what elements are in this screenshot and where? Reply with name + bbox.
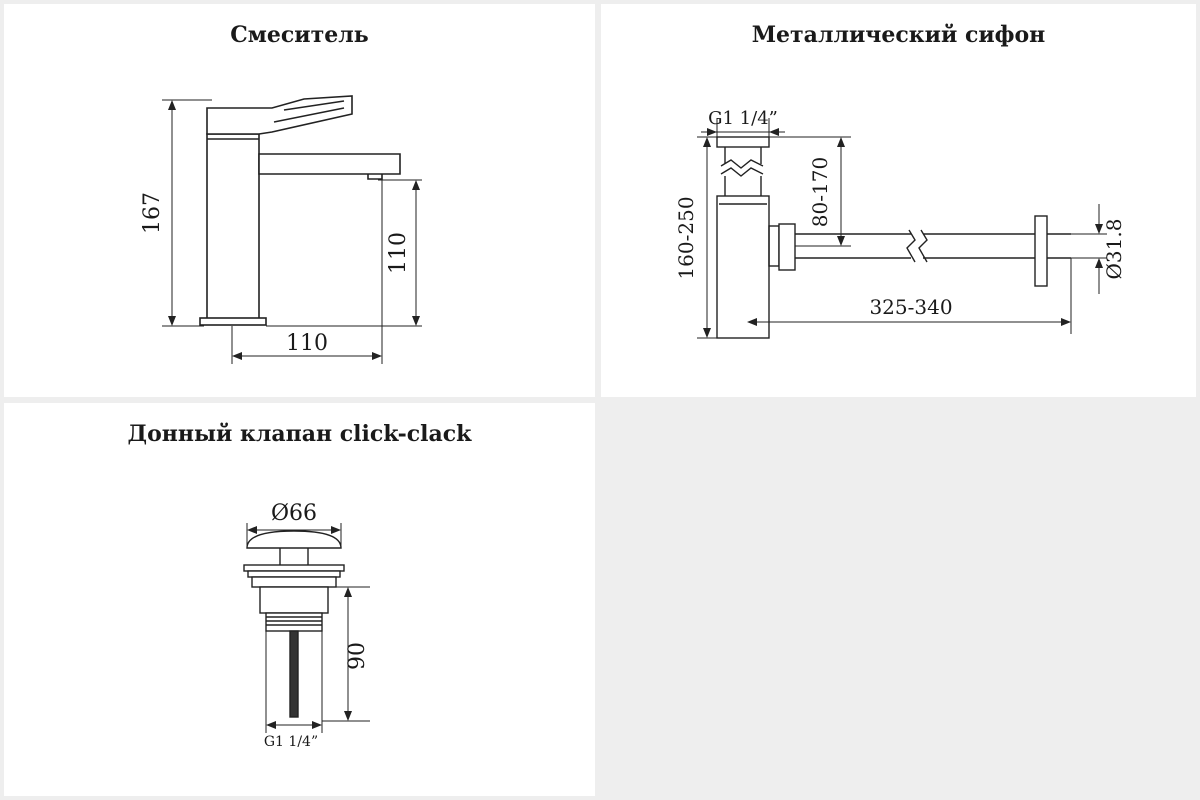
siphon-title: Металлический сифон xyxy=(751,22,1046,48)
siphon-thread-label: G1 1/4” xyxy=(708,108,778,129)
siphon-outlet-diameter-label: Ø31.8 xyxy=(1102,218,1126,280)
valve-height-label: 90 xyxy=(345,642,370,670)
valve-title: Донный клапан click-clack xyxy=(127,421,472,447)
siphon-inlet-depth-label: 80-170 xyxy=(808,156,832,228)
siphon-panel xyxy=(601,4,1196,397)
mixer-spout-height-label: 110 xyxy=(386,232,411,274)
mixer-body xyxy=(207,134,259,320)
siphon-flange xyxy=(1035,216,1047,286)
mixer-base xyxy=(200,318,266,325)
mixer-spout xyxy=(259,154,400,174)
mixer-drawing xyxy=(4,4,595,397)
mixer-title: Смеситель xyxy=(230,22,369,48)
siphon-drawing xyxy=(601,4,1196,397)
valve-stem xyxy=(290,631,298,717)
valve-drawing xyxy=(4,403,595,796)
valve-thread-label: G1 1/4” xyxy=(263,734,319,750)
valve-body xyxy=(260,587,328,613)
siphon-pipe-length-label: 325-340 xyxy=(869,295,953,319)
siphon-body xyxy=(717,196,769,338)
valve-cap-diameter-label: Ø66 xyxy=(270,501,318,526)
valve-thread xyxy=(266,613,322,631)
mixer-reach-label: 110 xyxy=(286,331,328,356)
empty-panel xyxy=(601,403,1196,796)
mixer-height-label: 167 xyxy=(140,192,165,234)
mixer-panel xyxy=(4,4,595,397)
siphon-body-height-label: 160-250 xyxy=(674,196,698,280)
mixer-handle xyxy=(207,96,352,134)
valve-panel xyxy=(4,403,595,796)
valve-cap xyxy=(247,531,341,548)
